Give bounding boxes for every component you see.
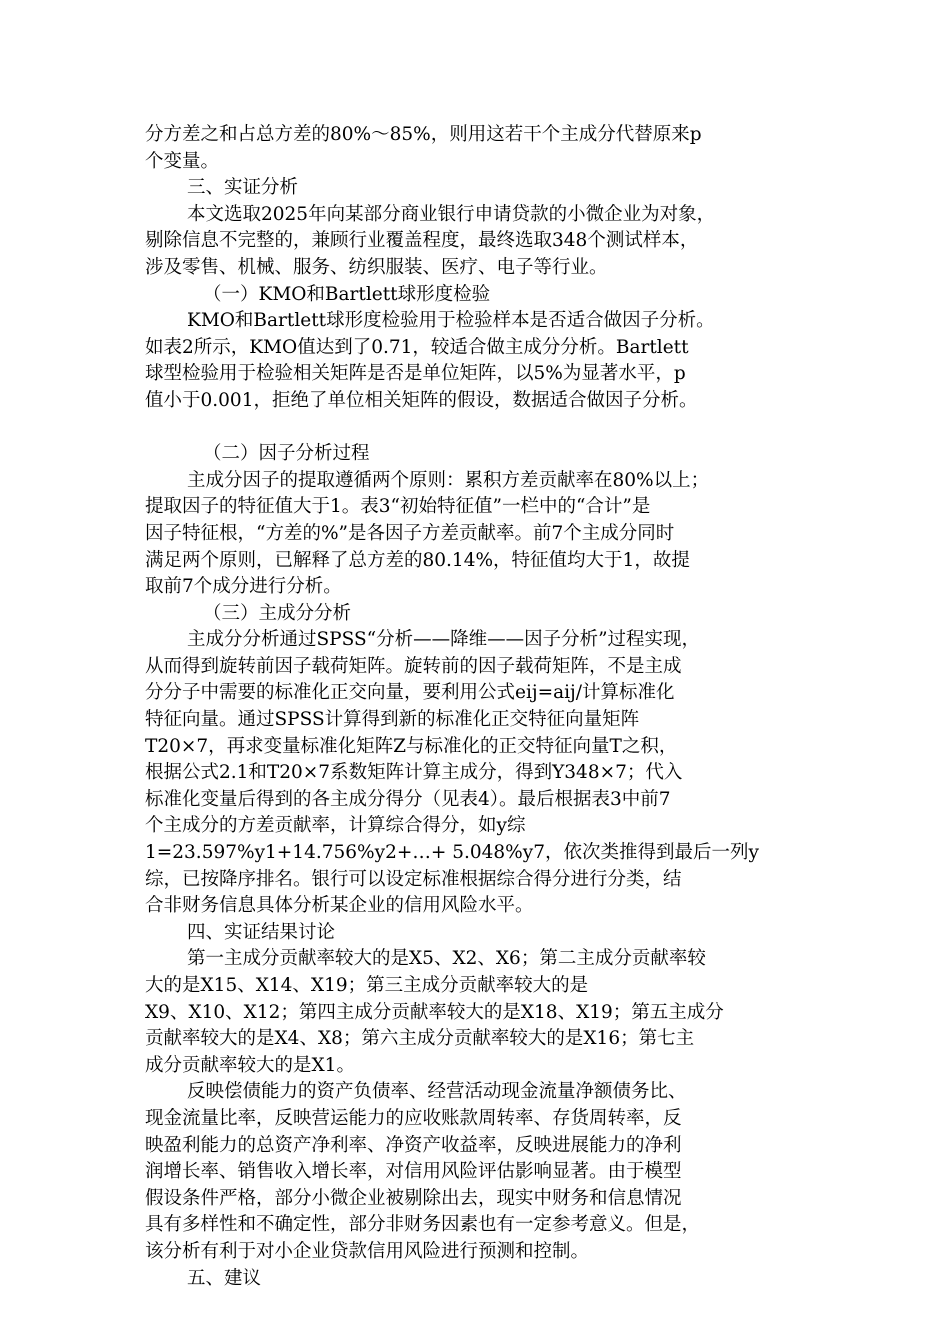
- text-line: 综，已按降序排名。银行可以设定标准根据综合得分进行分类，结: [145, 868, 682, 890]
- text-line: X9、X10、X12；第四主成分贡献率较大的是X18、X19；第五主成分: [145, 1001, 724, 1023]
- text-line: 满足两个原则，已解释了总方差的80.14%，特征值均大于1，故提: [145, 549, 690, 571]
- text-line: （三）主成分分析: [203, 602, 352, 624]
- text-line: 涉及零售、机械、服务、纺织服装、医疗、电子等行业。: [145, 256, 608, 278]
- text-line: 主成分因子的提取遵循两个原则：累积方差贡献率在80%以上；: [187, 469, 710, 491]
- text-line: 特征向量。通过SPSS计算得到新的标准化正交特征向量矩阵: [145, 709, 640, 731]
- text-line: 剔除信息不完整的，兼顾行业覆盖程度，最终选取348个测试样本，: [145, 230, 699, 252]
- text-line: 从而得到旋转前因子载荷矩阵。旋转前的因子载荷矩阵，不是主成: [145, 655, 682, 677]
- blank-line: [145, 415, 825, 442]
- text-line: 映盈利能力的总资产净利率、净资产收益率，反映进展能力的净利: [145, 1134, 682, 1156]
- text-line: 具有多样性和不确定性，部分非财务因素也有一定参考意义。但是，: [145, 1214, 701, 1236]
- text-line: 润增长率、销售收入增长率，对信用风险评估影响显著。由于模型: [145, 1161, 682, 1183]
- text-line: 四、实证结果讨论: [187, 921, 336, 943]
- text-line: 三、实证分析: [187, 177, 299, 199]
- text-line: 个主成分的方差贡献率，计算综合得分，如y综: [145, 815, 526, 837]
- text-line: 五、建议: [187, 1267, 262, 1289]
- text-line: T20×7，再求变量标准化矩阵Z与标准化的正交特征向量T之积，: [145, 735, 678, 757]
- text-line: 主成分分析通过SPSS“分析——降维——因子分析”过程实现，: [187, 629, 701, 651]
- text-line: 假设条件严格，部分小微企业被剔除出去，现实中财务和信息情况: [145, 1187, 682, 1209]
- text-line: 因子特征根，“方差的%”是各因子方差贡献率。前7个主成分同时: [145, 522, 675, 544]
- text-line: 该分析有利于对小企业贷款信用风险进行预测和控制。: [145, 1240, 590, 1262]
- text-line: 球型检验用于检验相关矩阵是否是单位矩阵，以5%为显著水平，p: [145, 363, 686, 385]
- text-line: 本文选取2025年向某部分商业银行申请贷款的小微企业为对象，: [187, 203, 716, 225]
- text-line: 如表2所示，KMO值达到了0.71，较适合做主成分分析。Bartlett: [145, 336, 689, 358]
- text-line: 根据公式2.1和T20×7系数矩阵计算主成分，得到Y348×7；代入: [145, 762, 683, 784]
- text-line: 大的是X15、X14、X19；第三主成分贡献率较大的是: [145, 975, 589, 996]
- text-line: 第一主成分贡献率较大的是X5、X2、X6；第二主成分贡献率较: [187, 948, 706, 970]
- text-line: 反映偿债能力的资产负债率、经营活动现金流量净额债务比、: [187, 1081, 687, 1103]
- text-line: 合非财务信息具体分析某企业的信用风险水平。: [145, 895, 534, 917]
- text-line: 个变量。: [145, 150, 220, 172]
- text-line: 取前7个成分进行分析。: [145, 576, 342, 598]
- text-line: KMO和Bartlett球形度检验用于检验样本是否适合做因子分析。: [187, 310, 715, 332]
- text-line: 现金流量比率，反映营运能力的应收账款周转率、存货周转率，反: [145, 1107, 682, 1129]
- text-line: （一）KMO和Bartlett球形度检验: [203, 283, 491, 305]
- text-line: 值小于0.001，拒绝了单位相关矩阵的假设，数据适合做因子分析。: [145, 389, 698, 411]
- document-page: [145, 122, 825, 1292]
- text-line: 分方差之和占总方差的80%～85%，则用这若干个主成分代替原来p: [145, 124, 702, 145]
- text-line: 1=23.597%y1+14.756%y2+…+ 5.048%y7，依次类推得到最后一列y: [145, 842, 759, 864]
- text-line: 成分贡献率较大的是X1。: [145, 1054, 355, 1076]
- text-line: （二）因子分析过程: [203, 443, 370, 465]
- text-line: 标准化变量后得到的各主成分得分（见表4）。最后根据表3中前7: [145, 788, 671, 810]
- text-line: 分分子中需要的标准化正交向量，要利用公式eij=aij/计算标准化: [145, 682, 675, 704]
- text-line: 提取因子的特征值大于1。表3“初始特征值”一栏中的“合计”是: [145, 496, 651, 518]
- text-line: 贡献率较大的是X4、X8；第六主成分贡献率较大的是X16；第七主: [145, 1028, 695, 1050]
